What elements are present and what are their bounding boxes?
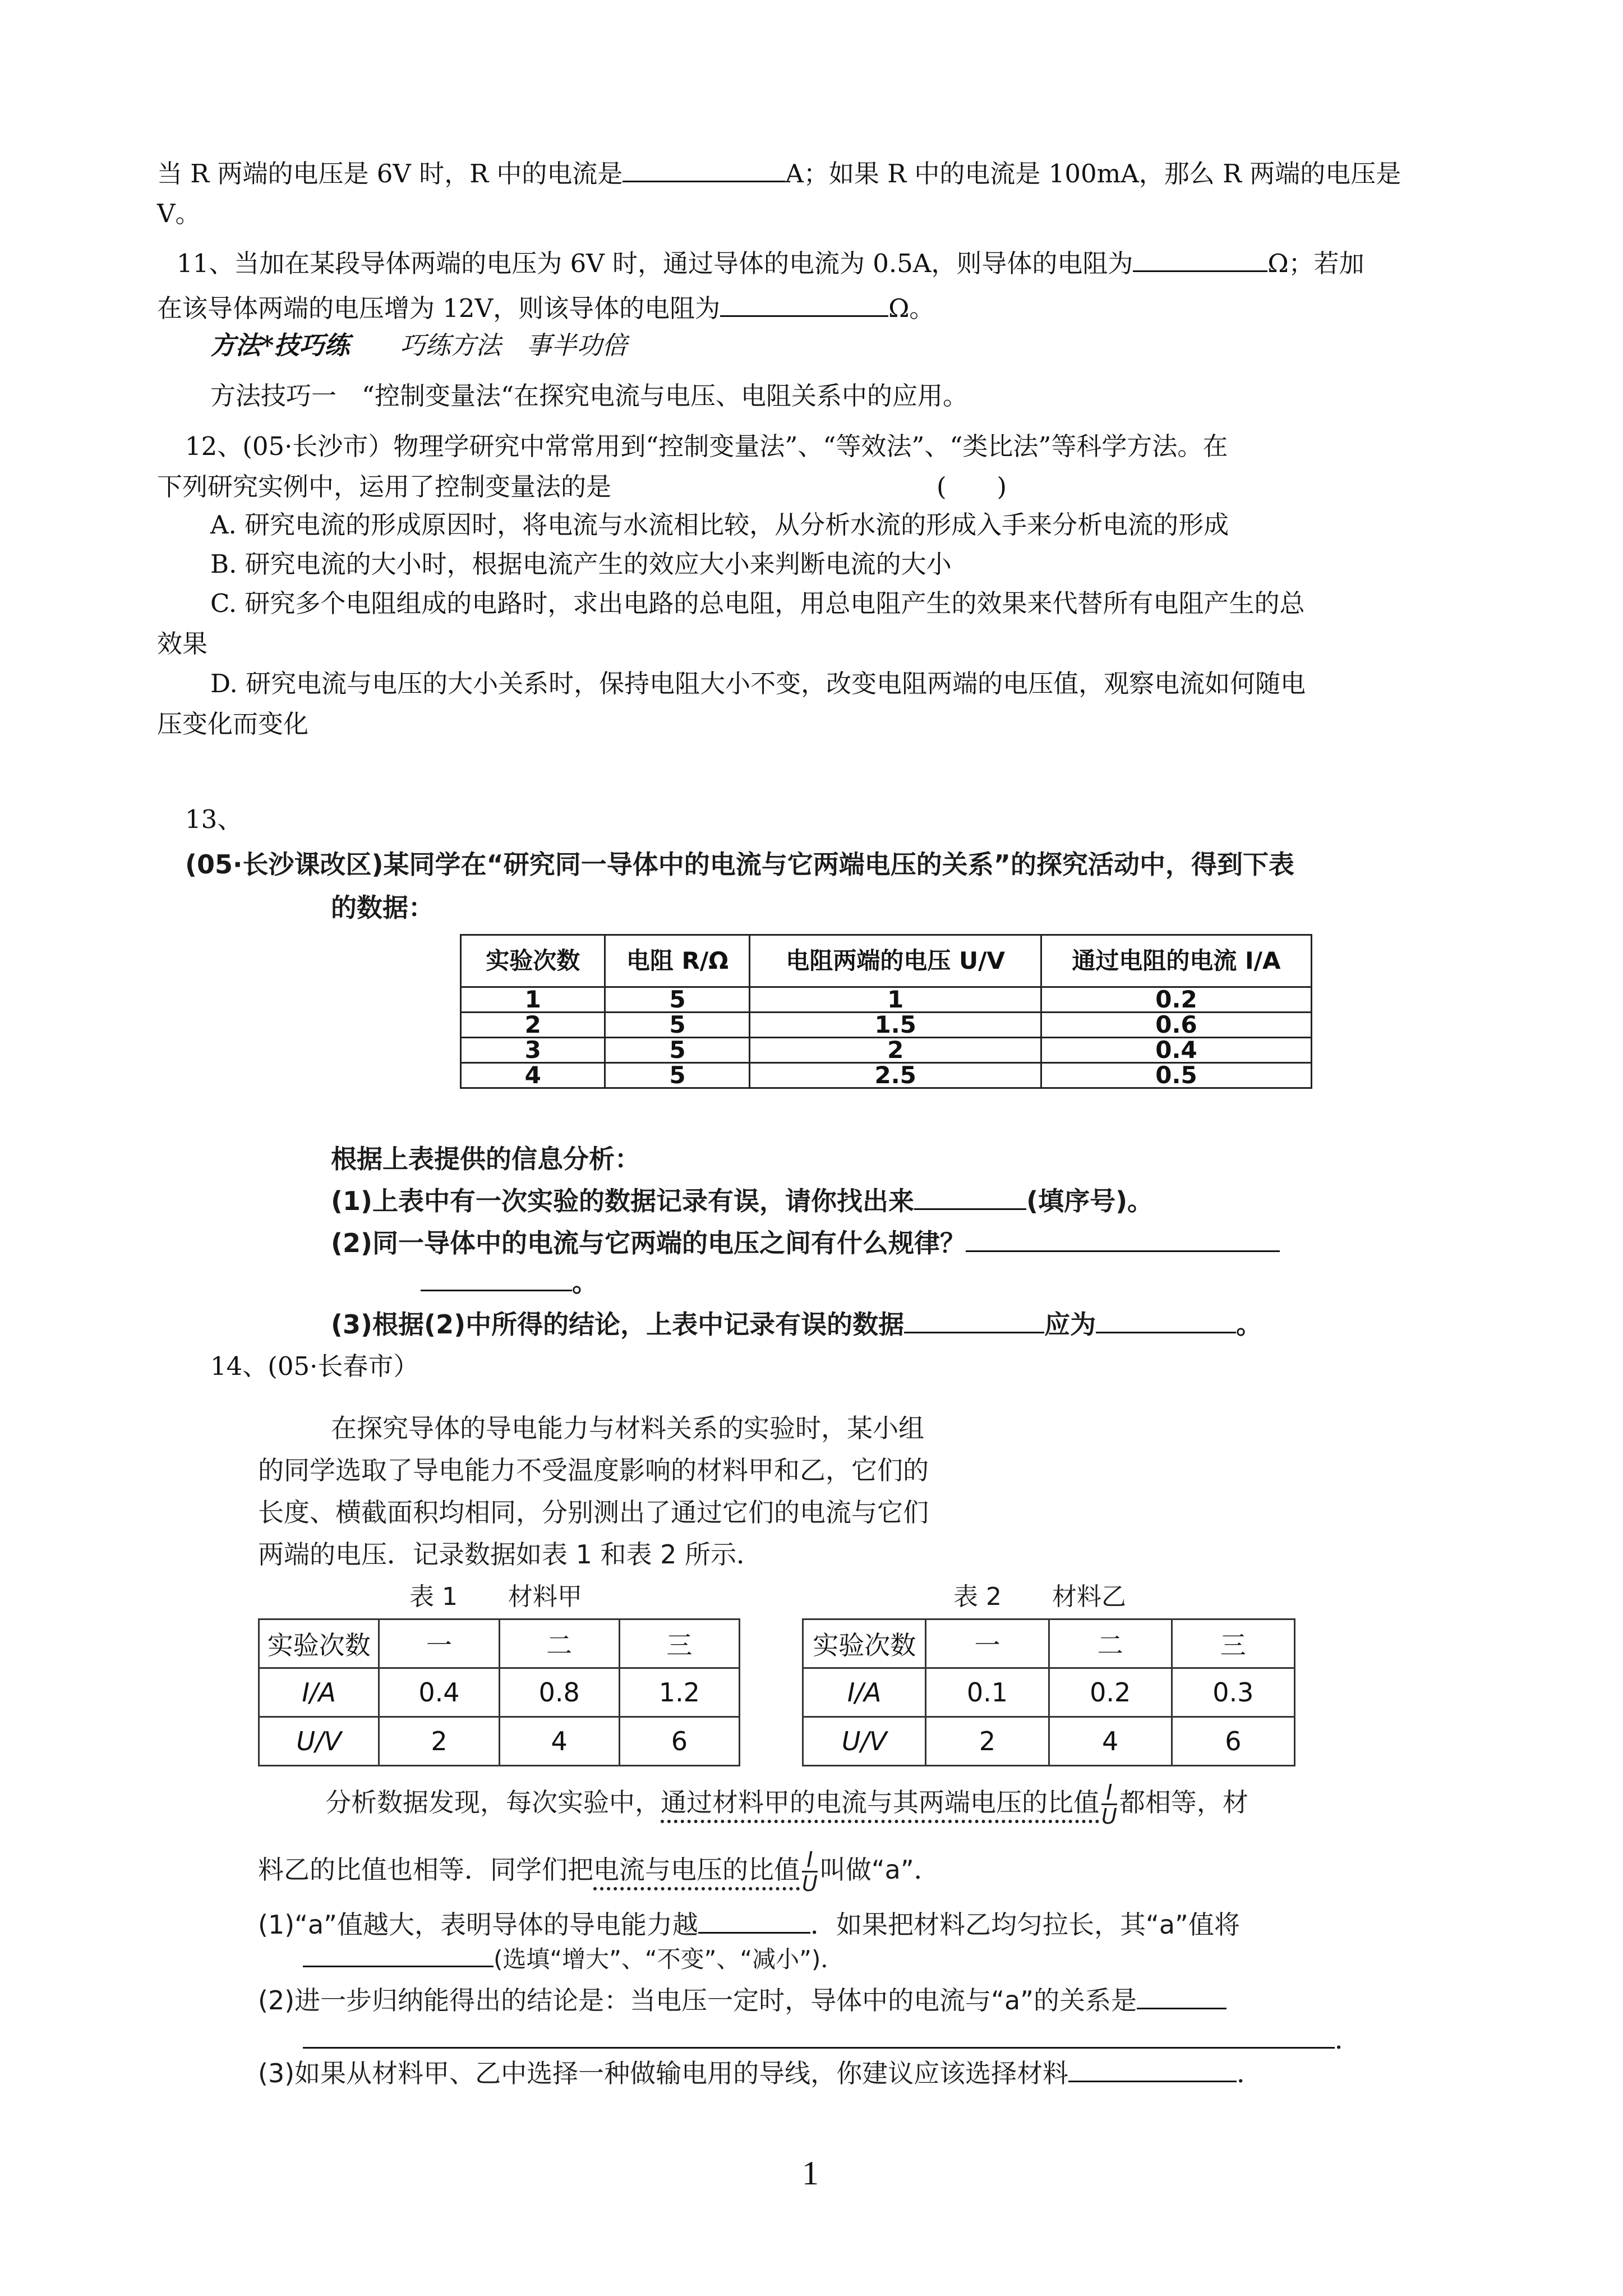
q13-part-3: (3)根据(2)中所得的结论，上表中记录有误的数据 应为 。 bbox=[331, 1304, 1262, 1341]
table2: 实验次数 一 二 三 I/A 0.1 0.2 0.3 U/V 2 4 6 bbox=[802, 1618, 1295, 1766]
option-c: C. 研究多个电阻组成的电路时，求出电路的总电阻，用总电阻产生的效果来代替所有电阻产生的总 bbox=[210, 588, 1305, 618]
answer-blank[interactable] bbox=[421, 1265, 572, 1291]
q11-line2: 在该导体两端的电压增为 12V，则该导体的电阻为 Ω。 bbox=[157, 286, 934, 329]
q12-stem-2: 下列研究实例中，运用了控制变量法的是 bbox=[157, 472, 612, 501]
q14-para-4: 两端的电压．记录数据如表 1 和表 2 所示． bbox=[258, 1539, 763, 1570]
answer-blank[interactable] bbox=[623, 151, 785, 182]
q13-data-table bbox=[460, 934, 1312, 1089]
method-title: 方法技巧一 “控制变量法“在探究电流与电压、电阻关系中的应用。 bbox=[210, 381, 969, 411]
q14-sub-2: (2)进一步归纳能得出的结论是：当电压一定时，导体中的电流与“a”的关系是 bbox=[258, 1980, 1227, 2017]
table-row: 3 5 2 0.4 bbox=[461, 1038, 1312, 1063]
table-row: I/A 0.4 0.8 1.2 bbox=[259, 1668, 740, 1717]
table2-caption: 表 2 材料乙 bbox=[953, 1582, 1126, 1611]
table1-caption: 表 1 材料甲 bbox=[409, 1582, 582, 1611]
ratio-fraction: $\frac{I}{U}$ bbox=[1101, 1780, 1117, 1829]
table1: 实验次数 一 二 三 I/A 0.4 0.8 1.2 U/V 2 4 6 bbox=[258, 1618, 740, 1766]
q14-para-2: 的同学选取了导电能力不受温度影响的材料甲和乙，它们的 bbox=[258, 1455, 929, 1485]
q13-stem-2: 的数据： bbox=[331, 892, 434, 923]
q14-number: 14、(05·长春市） bbox=[210, 1351, 419, 1381]
option-a: A. 研究电流的形成原因时，将电流与水流相比较，从分析水流的形成入手来分析电流的形成 bbox=[210, 510, 1229, 540]
option-c-cont: 效果 bbox=[157, 629, 208, 659]
q13-stem-1: (05·长沙课改区)某同学在“研究同一导体中的电流与它两端电压的关系”的探究活动中，得到下表 bbox=[185, 849, 1294, 880]
answer-blank[interactable] bbox=[904, 1307, 1044, 1333]
q14-para-3: 长度、横截面积均相同，分别测出了通过它们的电流与它们 bbox=[258, 1497, 929, 1527]
q10-unit: V。 bbox=[157, 199, 201, 228]
answer-blank[interactable] bbox=[1133, 241, 1267, 272]
section-subtitle: 巧练方法 事半功倍 bbox=[400, 330, 628, 360]
table-row: 1 5 1 0.2 bbox=[461, 987, 1312, 1013]
table-header: 通过电阻的电流 I/A bbox=[1041, 935, 1311, 987]
q10-text-b: A；如果 R 中的电流是 100mA，那么 R 两端的电压是 bbox=[785, 159, 1401, 188]
table-row: 2 5 1.5 0.6 bbox=[461, 1013, 1312, 1038]
page-number: 1 bbox=[802, 2155, 819, 2192]
answer-paren[interactable]: ( ) bbox=[937, 472, 1007, 501]
answer-blank[interactable] bbox=[966, 1226, 1280, 1252]
q14-analysis-1: 分析数据发现，每次实验中，通过材料甲的电流与其两端电压的比值 $\frac{I}{U}$ 都相等，材 bbox=[325, 1780, 1248, 1829]
q14-sub-3: (3)如果从材料甲、乙中选择一种做输电用的导线，你建议应该选择材料 ． bbox=[258, 2053, 1262, 2090]
q10-text-a: 当 R 两端的电压是 6V 时，R 中的电流是 bbox=[157, 159, 623, 188]
answer-blank[interactable] bbox=[303, 2033, 1335, 2049]
section-heading bbox=[210, 325, 628, 366]
q14-para-1: 在探究导体的导电能力与材料关系的实验时，某小组 bbox=[331, 1413, 924, 1443]
table-header: 电阻 R/Ω bbox=[605, 935, 750, 987]
answer-blank[interactable] bbox=[698, 1907, 810, 1934]
q14-sub-1-cont: (选填“增大”、“不变”、“减小”)． bbox=[303, 1941, 844, 1975]
q10-line bbox=[157, 151, 1401, 194]
answer-blank[interactable] bbox=[1068, 2056, 1237, 2082]
ratio-fraction: $\frac{I}{U}$ bbox=[802, 1847, 818, 1896]
q13-part-1: (1)上表中有一次实验的数据记录有误，请你找出来 (填序号)。 bbox=[331, 1181, 1153, 1218]
answer-blank[interactable] bbox=[914, 1184, 1026, 1210]
table-header: 电阻两端的电压 U/V bbox=[750, 935, 1041, 987]
q13-part-2: (2)同一导体中的电流与它两端的电压之间有什么规律？ bbox=[331, 1223, 1280, 1260]
table-row: I/A 0.1 0.2 0.3 bbox=[803, 1668, 1295, 1717]
option-d: D. 研究电流与电压的大小关系时，保持电阻大小不变，改变电阻两端的电压值，观察电流如何随电 bbox=[210, 669, 1306, 698]
option-b: B. 研究电流的大小时，根据电流产生的效应大小来判断电流的大小 bbox=[210, 549, 952, 579]
table-row: U/V 2 4 6 bbox=[803, 1717, 1295, 1766]
q14-sub-1: (1)“a”值越大，表明导体的导电能力越 ．如果把材料乙均匀拉长，其“a”值将 bbox=[258, 1904, 1240, 1941]
q14-sub-2-cont: ． bbox=[303, 2019, 1361, 2056]
table-row: 4 5 2.5 0.5 bbox=[461, 1063, 1312, 1088]
section-title: 方法*技巧练 bbox=[210, 330, 350, 360]
q13-number: 13、 bbox=[185, 804, 243, 834]
answer-blank[interactable] bbox=[303, 1943, 494, 1967]
q11-line1: 11、当加在某段导体两端的电压为 6V 时，通过导体的电流为 0.5A，则导体的电阻为 Ω；若加 bbox=[177, 241, 1364, 284]
q14-analysis-2: 料乙的比值也相等．同学们把电流与电压的比值 $\frac{I}{U}$ 叫做“a”． bbox=[258, 1847, 940, 1896]
answer-blank[interactable] bbox=[1137, 1983, 1227, 2009]
q13-part-2-cont: 。 bbox=[421, 1262, 598, 1299]
table-row: U/V 2 4 6 bbox=[259, 1717, 740, 1766]
answer-blank[interactable] bbox=[720, 286, 888, 317]
q12-stem-1: 12、(05·长沙市）物理学研究中常常用到“控制变量法”、“等效法”、“类比法”等科学方法。在 bbox=[185, 431, 1228, 461]
table-header: 实验次数 bbox=[461, 935, 605, 987]
answer-blank[interactable] bbox=[1096, 1307, 1236, 1333]
q13-analysis: 根据上表提供的信息分析： bbox=[331, 1144, 640, 1174]
option-d-cont: 压变化而变化 bbox=[157, 709, 309, 739]
